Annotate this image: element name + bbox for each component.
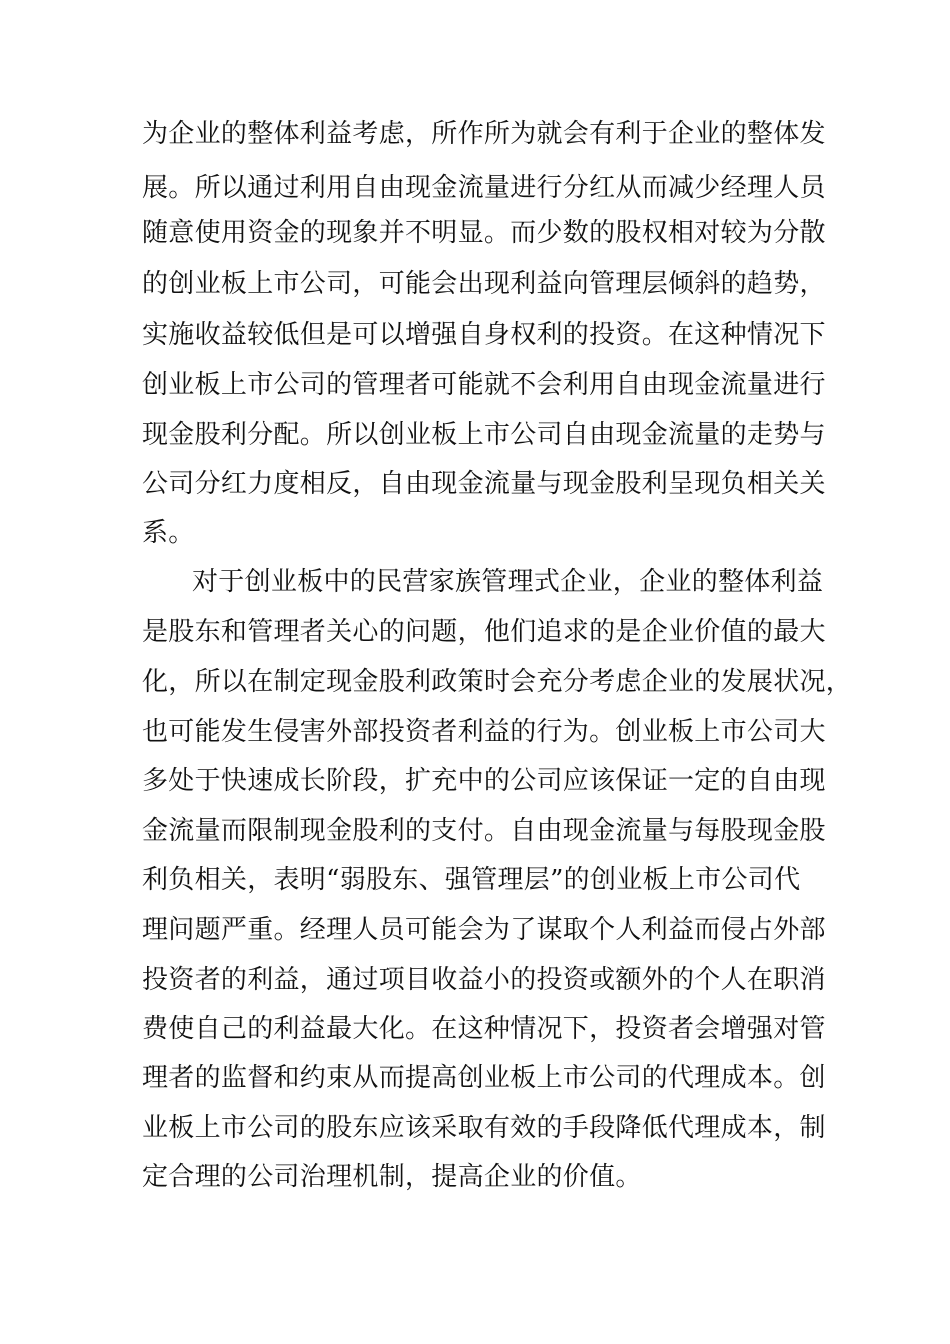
- text-line: 理问题严重。经理人员可能会为了谋取个人利益而侵占外部: [142, 915, 826, 945]
- text-line: 利负相关，表明“弱股东、强管理层”的创业板上市公司代: [142, 865, 801, 895]
- text-line: 业板上市公司的股东应该采取有效的手段降低代理成本，制: [142, 1113, 826, 1143]
- text-line: 对于创业板中的民营家族管理式企业，企业的整体利益: [192, 567, 824, 597]
- text-line: 的创业板上市公司，可能会出现利益向管理层倾斜的趋势，: [142, 269, 826, 299]
- text-line: 化，所以在制定现金股利政策时会充分考虑企业的发展状况，: [142, 667, 853, 697]
- text-line: 为企业的整体利益考虑，所作所为就会有利于企业的整体发: [142, 119, 826, 149]
- text-line: 公司分红力度相反，自由现金流量与现金股利呈现负相关关: [142, 469, 826, 499]
- text-line: 展。所以通过利用自由现金流量进行分红从而减少经理人员: [142, 173, 826, 203]
- text-line: 系。: [142, 518, 195, 548]
- text-line: 费使自己的利益最大化。在这种情况下，投资者会增强对管: [142, 1014, 826, 1044]
- text-line: 现金股利分配。所以创业板上市公司自由现金流量的走势与: [142, 420, 826, 450]
- text-line: 也可能发生侵害外部投资者利益的行为。创业板上市公司大: [142, 717, 826, 747]
- text-line: 理者的监督和约束从而提高创业板上市公司的代理成本。创: [142, 1063, 826, 1093]
- text-line: 多处于快速成长阶段，扩充中的公司应该保证一定的自由现: [142, 766, 826, 796]
- text-line: 创业板上市公司的管理者可能就不会利用自由现金流量进行: [142, 370, 826, 400]
- text-line: 定合理的公司治理机制，提高企业的价值。: [142, 1162, 642, 1192]
- text-line: 实施收益较低但是可以增强自身权利的投资。在这种情况下: [142, 320, 826, 350]
- text-line: 随意使用资金的现象并不明显。而少数的股权相对较为分散: [142, 218, 826, 248]
- text-line: 投资者的利益，通过项目收益小的投资或额外的个人在职消: [142, 965, 826, 995]
- text-line: 是股东和管理者关心的问题，他们追求的是企业价值的最大: [142, 617, 826, 647]
- text-line: 金流量而限制现金股利的支付。自由现金流量与每股现金股: [142, 816, 826, 846]
